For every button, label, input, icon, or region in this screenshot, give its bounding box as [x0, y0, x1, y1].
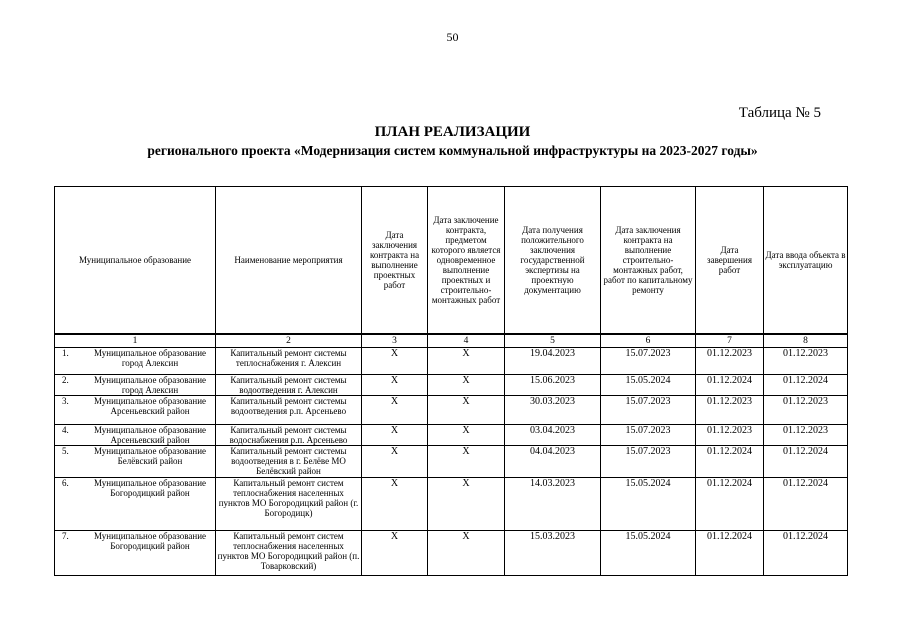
row-number: 6. [62, 477, 69, 488]
design-contract-date-cell: Х [362, 375, 428, 396]
design-contract-date-cell: Х [362, 530, 428, 575]
document-subtitle: регионального проекта «Модернизация систем коммунальной инфраструктуры на 2023-2027 годы» [147, 143, 758, 158]
construction-contract-date-cell: 15.07.2023 [601, 425, 696, 446]
combined-contract-date-cell: Х [428, 477, 505, 530]
event-name-cell: Капитальный ремонт системы теплоснабжения г. Алексин [216, 348, 362, 375]
header-design-contract-date: Дата заключения контракта на выполнение проектных работ [362, 187, 428, 335]
document-title: ПЛАН РЕАЛИЗАЦИИ [374, 124, 531, 140]
construction-contract-date-cell: 15.07.2023 [601, 396, 696, 425]
header-expertise-date: Дата получения положительного заключения государственной экспертизы на проектную документацию [505, 187, 601, 335]
combined-contract-date-cell: Х [428, 446, 505, 477]
completion-date-cell: 01.12.2024 [696, 446, 764, 477]
commissioning-date-cell: 01.12.2023 [764, 348, 848, 375]
design-contract-date-cell: Х [362, 425, 428, 446]
design-contract-date-cell: Х [362, 477, 428, 530]
column-number-row [55, 334, 848, 348]
expertise-date-cell: 03.04.2023 [505, 425, 601, 446]
expertise-date-cell: 14.03.2023 [505, 477, 601, 530]
row-number: 2. [62, 375, 69, 385]
header-combined-contract-date: Дата заключение контракта, предметом которого является одновременное выполнение проектных и строительно-монтажных работ [428, 187, 505, 335]
municipality-name: Муниципальное образование Богородицкий район [93, 477, 207, 498]
event-name-cell: Капитальный ремонт системы водоотведения в г. Белёве МО Белёвский район [216, 446, 362, 477]
table-row [55, 477, 848, 530]
municipality-name: Муниципальное образование Богородицкий район [93, 530, 207, 551]
header-event-name: Наименование мероприятия [216, 187, 362, 335]
municipality-cell [55, 425, 216, 446]
header-row [55, 187, 848, 335]
completion-date-cell: 01.12.2024 [696, 477, 764, 530]
table-row [55, 396, 848, 425]
commissioning-date-cell: 01.12.2023 [764, 425, 848, 446]
expertise-date-cell: 15.06.2023 [505, 375, 601, 396]
table-row [55, 530, 848, 575]
completion-date-cell: 01.12.2024 [696, 530, 764, 575]
commissioning-date-cell: 01.12.2024 [764, 446, 848, 477]
header-completion-date: Дата завершения работ [696, 187, 764, 335]
table-row [55, 375, 848, 396]
table-label: Таблица № 5 [738, 105, 821, 121]
municipality-cell [55, 396, 216, 425]
column-number: 1 [55, 334, 216, 348]
column-number: 5 [505, 334, 601, 348]
column-number: 2 [216, 334, 362, 348]
header-municipality: Муниципальное образование [55, 187, 216, 335]
column-number: 3 [362, 334, 428, 348]
event-name-cell: Капитальный ремонт системы водоотведения р.п. Арсеньево [216, 396, 362, 425]
completion-date-cell: 01.12.2023 [696, 348, 764, 375]
municipality-name: Муниципальное образование город Алексин [93, 348, 207, 369]
municipality-cell [55, 530, 216, 575]
municipality-cell [55, 375, 216, 396]
combined-contract-date-cell: Х [428, 348, 505, 375]
municipality-cell [55, 477, 216, 530]
column-number: 6 [601, 334, 696, 348]
expertise-date-cell: 30.03.2023 [505, 396, 601, 425]
expertise-date-cell: 19.04.2023 [505, 348, 601, 375]
expertise-date-cell: 04.04.2023 [505, 446, 601, 477]
municipality-cell [55, 446, 216, 477]
row-number: 3. [62, 396, 69, 407]
table-row [55, 446, 848, 477]
row-number: 4. [62, 425, 69, 436]
header-construction-contract-date: Дата заключения контракта на выполнение строительно-монтажных работ, работ по капитальному ремонту [601, 187, 696, 335]
combined-contract-date-cell: Х [428, 375, 505, 396]
plan-table [54, 186, 848, 576]
construction-contract-date-cell: 15.07.2023 [601, 348, 696, 375]
municipality-name: Муниципальное образование город Алексин [93, 375, 207, 396]
commissioning-date-cell: 01.12.2024 [764, 375, 848, 396]
commissioning-date-cell: 01.12.2024 [764, 477, 848, 530]
municipality-name: Муниципальное образование Белёвский район [93, 446, 207, 467]
column-number: 8 [764, 334, 848, 348]
completion-date-cell: 01.12.2024 [696, 375, 764, 396]
combined-contract-date-cell: Х [428, 530, 505, 575]
completion-date-cell: 01.12.2023 [696, 425, 764, 446]
event-name-cell: Капитальный ремонт систем теплоснабжения населенных пунктов МО Богородицкий район (п. Товарковский) [216, 530, 362, 575]
column-number: 7 [696, 334, 764, 348]
table-row [55, 348, 848, 375]
combined-contract-date-cell: Х [428, 425, 505, 446]
commissioning-date-cell: 01.12.2023 [764, 396, 848, 425]
table-row [55, 425, 848, 446]
construction-contract-date-cell: 15.05.2024 [601, 375, 696, 396]
header-commissioning-date: Дата ввода объекта в эксплуатацию [764, 187, 848, 335]
event-name-cell: Капитальный ремонт системы водоотведения г. Алексин [216, 375, 362, 396]
commissioning-date-cell: 01.12.2024 [764, 530, 848, 575]
municipality-name: Муниципальное образование Арсеньевский район [93, 425, 207, 446]
column-number: 4 [428, 334, 505, 348]
design-contract-date-cell: Х [362, 396, 428, 425]
event-name-cell: Капитальный ремонт систем теплоснабжения населенных пунктов МО Богородицкий район (г. Богородицк) [216, 477, 362, 530]
row-number: 5. [62, 446, 69, 457]
municipality-name: Муниципальное образование Арсеньевский район [93, 396, 207, 417]
expertise-date-cell: 15.03.2023 [505, 530, 601, 575]
row-number: 1. [62, 348, 69, 358]
combined-contract-date-cell: Х [428, 396, 505, 425]
design-contract-date-cell: Х [362, 446, 428, 477]
construction-contract-date-cell: 15.07.2023 [601, 446, 696, 477]
row-number: 7. [62, 530, 69, 541]
page-number: 50 [446, 30, 459, 44]
construction-contract-date-cell: 15.05.2024 [601, 477, 696, 530]
construction-contract-date-cell: 15.05.2024 [601, 530, 696, 575]
design-contract-date-cell: Х [362, 348, 428, 375]
municipality-cell [55, 348, 216, 375]
event-name-cell: Капитальный ремонт системы водоснабжения р.п. Арсеньево [216, 425, 362, 446]
completion-date-cell: 01.12.2023 [696, 396, 764, 425]
